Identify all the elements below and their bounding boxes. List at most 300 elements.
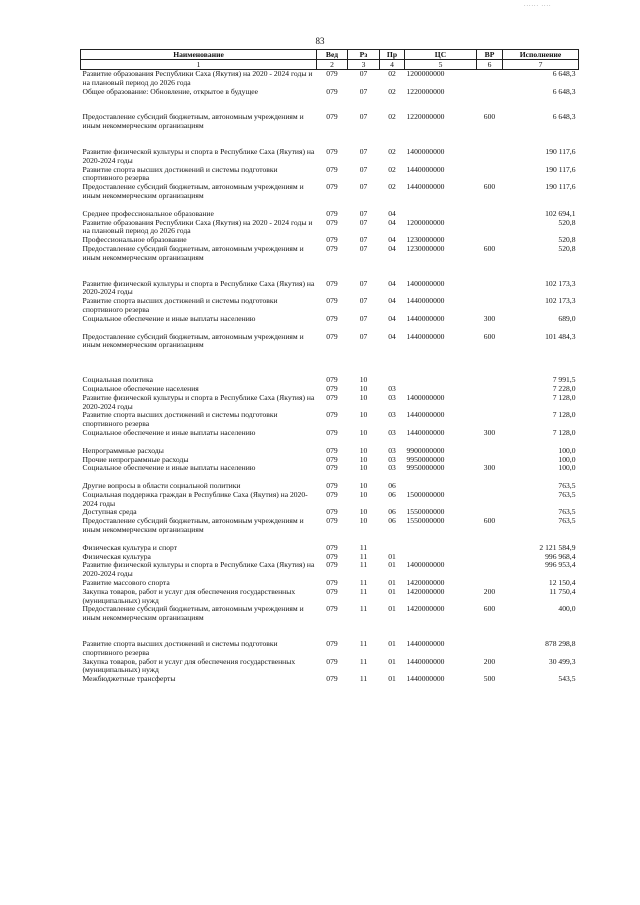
row-vr-cell — [477, 411, 503, 429]
row-ved-cell: 079 — [326, 640, 338, 649]
table-row — [81, 456, 579, 465]
row-ved-cell: 079 — [326, 579, 338, 588]
row-vr-cell: 300 — [483, 314, 496, 323]
table-row — [81, 561, 579, 579]
row-cs-cell: 9900000000 — [406, 446, 445, 455]
row-pr-cell: 03 — [388, 464, 396, 473]
row-cs-cell: 1420000000 — [406, 605, 445, 614]
row-pr-cell: 03 — [388, 428, 396, 437]
row-vr-cell: 600 — [483, 183, 496, 192]
row-ved-cell: 079 — [326, 147, 338, 156]
row-amount-cell: 520,8 — [558, 244, 576, 253]
spacer-row — [81, 131, 579, 148]
table-row — [81, 297, 579, 315]
row-rz-cell: 10 — [359, 376, 368, 385]
row-cs-cell — [405, 482, 477, 491]
row-pr-cell: 01 — [388, 605, 396, 614]
row-amount-cell: 6 648,3 — [552, 113, 576, 122]
row-amount-cell: 763,5 — [558, 517, 576, 526]
row-rz-cell: 07 — [359, 87, 368, 96]
row-name-cell: Социальное обеспечение и иные выплаты населению — [82, 464, 256, 473]
row-rz-cell: 10 — [359, 393, 368, 402]
spacer-row — [81, 623, 579, 640]
row-ved-cell: 079 — [326, 87, 338, 96]
row-amount-cell: 100,0 — [558, 446, 576, 455]
row-ved-cell: 079 — [326, 455, 338, 464]
row-name-cell: Физическая культура — [82, 552, 151, 561]
row-rz-cell: 07 — [359, 183, 368, 192]
row-ved-cell: 079 — [326, 297, 338, 306]
row-name-cell: Предоставление субсидий бюджетным, автономным учреждениям и иным некоммерческим организациям — [82, 244, 304, 262]
col-header-pr: Пр — [380, 50, 405, 60]
row-name-cell: Развитие физической культуры и спорта в Республике Саха (Якутия) на 2020-2024 годы — [82, 147, 315, 165]
row-pr-cell: 01 — [388, 552, 396, 561]
row-vr-cell — [477, 447, 503, 456]
row-vr-cell — [477, 456, 503, 465]
row-vr-cell — [477, 148, 503, 166]
spacer-cell — [81, 201, 579, 210]
table-row — [81, 113, 579, 131]
budget-sheet — [80, 49, 578, 684]
table-row — [81, 394, 579, 412]
row-cs-cell: 1550000000 — [406, 508, 445, 517]
row-pr-cell: 01 — [388, 657, 396, 666]
spacer-cell — [81, 535, 579, 544]
row-name-cell: Развитие образования Республики Саха (Якутия) на 2020 - 2024 годы и на плановый период до 2026 года — [82, 69, 313, 87]
row-name-cell: Предоставление субсидий бюджетным, автономным учреждениям и иным некоммерческим организациям — [82, 113, 304, 131]
row-ved-cell: 079 — [326, 244, 338, 253]
row-cs-cell — [405, 553, 477, 562]
row-name-cell: Предоставление субсидий бюджетным, автономным учреждениям и иным некоммерческим организациям — [82, 332, 304, 350]
row-vr-cell — [477, 297, 503, 315]
row-name-cell: Межбюджетные трансферты — [82, 675, 176, 684]
row-pr-cell: 04 — [388, 332, 396, 341]
row-vr-cell: 600 — [483, 517, 496, 526]
row-cs-cell: 1440000000 — [406, 640, 445, 649]
spacer-row — [81, 438, 579, 447]
row-pr-cell: 04 — [388, 297, 396, 306]
row-name-cell: Непрограммные расходы — [82, 446, 164, 455]
row-name-cell: Общее образование: Обновление, открытое в будущее — [82, 87, 259, 96]
col-number: 6 — [477, 60, 503, 70]
row-vr-cell — [477, 394, 503, 412]
row-ved-cell: 079 — [326, 183, 338, 192]
row-rz-cell: 10 — [359, 411, 368, 420]
row-rz-cell: 07 — [359, 218, 368, 227]
row-amount-cell: 6 648,3 — [552, 69, 576, 78]
row-amount-cell: 7 228,0 — [552, 384, 576, 393]
spacer-cell — [81, 263, 579, 280]
row-ved-cell: 079 — [326, 209, 338, 218]
row-cs-cell — [405, 385, 477, 394]
row-cs-cell: 1440000000 — [406, 428, 445, 437]
row-amount-cell: 689,0 — [558, 314, 576, 323]
row-ved-cell: 079 — [326, 332, 338, 341]
row-vr-cell — [477, 561, 503, 579]
spacer-cell — [81, 623, 579, 640]
spacer-cell — [81, 324, 579, 333]
row-ved-cell: 079 — [326, 165, 338, 174]
row-cs-cell: 1200000000 — [406, 69, 445, 78]
col-header-vr: ВР — [477, 50, 503, 60]
spacer-cell — [81, 473, 579, 482]
col-number: 5 — [405, 60, 477, 70]
col-number: 1 — [81, 60, 317, 70]
row-cs-cell: 1550000000 — [406, 517, 445, 526]
table-row — [81, 658, 579, 676]
row-name-cell: Социальная поддержка граждан в Республике Саха (Якутия) на 2020-2024 годы — [82, 490, 308, 508]
row-pr-cell: 06 — [388, 482, 396, 491]
row-pr-cell — [380, 376, 405, 385]
row-amount-cell: 520,8 — [558, 236, 576, 245]
row-ved-cell: 079 — [326, 314, 338, 323]
row-rz-cell: 10 — [359, 455, 368, 464]
col-header-name: Наименование — [81, 50, 317, 60]
table-row — [81, 605, 579, 623]
row-amount-cell: 996 968,4 — [545, 552, 576, 561]
row-rz-cell: 10 — [359, 446, 368, 455]
row-ved-cell: 079 — [326, 490, 338, 499]
row-pr-cell: 04 — [388, 244, 396, 253]
spacer-cell — [81, 350, 579, 376]
row-ved-cell: 079 — [326, 69, 338, 78]
table-row — [81, 675, 579, 684]
row-pr-cell: 02 — [388, 87, 396, 96]
table-row — [81, 579, 579, 588]
table-row — [81, 517, 579, 535]
row-amount-cell: 190 117,6 — [545, 147, 576, 156]
row-rz-cell: 11 — [359, 561, 368, 570]
row-name-cell: Социальное обеспечение и иные выплаты населению — [82, 314, 256, 323]
row-name-cell: Физическая культура и спорт — [82, 543, 178, 552]
row-vr-cell — [477, 491, 503, 509]
row-rz-cell: 10 — [359, 464, 368, 473]
table-row — [81, 333, 579, 351]
row-amount-cell: 763,5 — [558, 490, 576, 499]
row-rz-cell: 11 — [359, 587, 368, 596]
table-row — [81, 210, 579, 219]
row-name-cell: Предоставление субсидий бюджетным, автономным учреждениям и иным некоммерческим организациям — [82, 183, 304, 200]
row-cs-cell: 1500000000 — [406, 490, 445, 499]
table-row — [81, 640, 579, 658]
row-rz-cell: 07 — [359, 236, 368, 245]
row-name-cell: Развитие спорта высших достижений и системы подготовки спортивного резерва — [82, 165, 278, 183]
row-ved-cell: 079 — [326, 482, 338, 491]
row-name-cell: Развитие физической культуры и спорта в Республике Саха (Якутия) на 2020-2024 годы — [82, 393, 315, 411]
row-ved-cell: 079 — [326, 113, 338, 122]
row-vr-cell — [477, 385, 503, 394]
row-cs-cell: 1440000000 — [406, 314, 445, 323]
row-name-cell: Другие вопросы в области социальной политики — [82, 482, 241, 491]
row-vr-cell: 500 — [483, 675, 496, 684]
row-ved-cell: 079 — [326, 657, 338, 666]
row-cs-cell: 1420000000 — [406, 579, 445, 588]
spacer-row — [81, 535, 579, 544]
row-amount-cell: 6 648,3 — [552, 87, 576, 96]
header-number-row — [81, 60, 579, 70]
row-name-cell: Профессиональное образование — [82, 236, 187, 245]
row-vr-cell: 200 — [483, 587, 496, 596]
row-ved-cell: 079 — [326, 279, 338, 288]
table-row — [81, 385, 579, 394]
row-amount-cell: 100,0 — [558, 464, 576, 473]
row-name-cell: Развитие массового спорта — [82, 579, 170, 588]
row-name-cell: Развитие спорта высших достижений и системы подготовки спортивного резерва — [82, 411, 278, 429]
row-name-cell: Предоставление субсидий бюджетным, автономным учреждениям и иным некоммерческим организациям — [82, 517, 304, 535]
table-row — [81, 236, 579, 245]
row-name-cell: Среднее профессиональное образование — [82, 209, 214, 218]
row-vr-cell — [477, 88, 503, 97]
row-rz-cell: 11 — [359, 543, 368, 552]
row-rz-cell: 10 — [359, 384, 368, 393]
row-rz-cell: 11 — [359, 675, 368, 684]
row-pr-cell: 01 — [388, 561, 396, 570]
row-amount-cell: 7 128,0 — [552, 393, 576, 402]
row-ved-cell: 079 — [326, 464, 338, 473]
row-vr-cell: 600 — [483, 113, 496, 122]
row-cs-cell: 1230000000 — [406, 236, 445, 245]
row-pr-cell: 01 — [388, 675, 396, 684]
row-ved-cell: 079 — [326, 508, 338, 517]
table-row — [81, 491, 579, 509]
spacer-row — [81, 473, 579, 482]
row-pr-cell: 06 — [388, 508, 396, 517]
row-name-cell: Социальная политика — [82, 376, 153, 385]
row-amount-cell: 11 750,4 — [549, 587, 576, 596]
row-cs-cell: 9950000000 — [406, 464, 445, 473]
row-rz-cell: 07 — [359, 244, 368, 253]
row-pr-cell: 02 — [388, 147, 396, 156]
row-cs-cell: 1220000000 — [406, 87, 445, 96]
row-cs-cell: 1440000000 — [406, 675, 445, 684]
row-vr-cell: 200 — [483, 657, 496, 666]
row-rz-cell: 10 — [359, 428, 368, 437]
row-cs-cell: 1230000000 — [406, 244, 445, 253]
row-ved-cell: 079 — [326, 376, 338, 385]
col-number: 7 — [503, 60, 579, 70]
row-rz-cell: 07 — [359, 165, 368, 174]
row-pr-cell: 02 — [388, 183, 396, 192]
row-amount-cell: 400,0 — [558, 605, 576, 614]
row-name-cell: Развитие физической культуры и спорта в Республике Саха (Якутия) на 2020-2024 годы — [82, 561, 315, 579]
row-vr-cell: 300 — [483, 464, 496, 473]
table-row — [81, 447, 579, 456]
row-pr-cell: 03 — [388, 411, 396, 420]
row-ved-cell: 079 — [326, 543, 338, 552]
row-cs-cell: 1400000000 — [406, 147, 445, 156]
table-header — [81, 50, 579, 70]
row-pr-cell: 02 — [388, 113, 396, 122]
row-amount-cell: 12 150,4 — [548, 579, 576, 588]
table-row — [81, 219, 579, 237]
row-name-cell: Социальное обеспечение населения — [82, 384, 199, 393]
row-vr-cell: 600 — [483, 244, 496, 253]
row-name-cell: Социальное обеспечение и иные выплаты населению — [82, 428, 256, 437]
row-name-cell: Развитие физической культуры и спорта в Республике Саха (Якутия) на 2020-2024 годы — [82, 279, 315, 297]
row-amount-cell: 101 484,3 — [545, 332, 576, 341]
row-vr-cell — [477, 280, 503, 298]
row-cs-cell: 1220000000 — [406, 113, 445, 122]
row-cs-cell: 9950000000 — [406, 455, 445, 464]
row-cs-cell: 1420000000 — [406, 587, 445, 596]
row-rz-cell: 10 — [359, 517, 368, 526]
row-pr-cell: 04 — [388, 314, 396, 323]
row-rz-cell: 11 — [359, 579, 368, 588]
table-row — [81, 588, 579, 606]
row-ved-cell: 079 — [326, 218, 338, 227]
row-rz-cell: 07 — [359, 332, 368, 341]
col-header-rz: Рз — [348, 50, 380, 60]
row-amount-cell: 878 298,8 — [545, 640, 576, 649]
row-pr-cell: 03 — [388, 393, 396, 402]
table-row — [81, 70, 579, 88]
row-pr-cell: 02 — [388, 165, 396, 174]
table-row — [81, 183, 579, 201]
row-ved-cell: 079 — [326, 384, 338, 393]
row-rz-cell: 07 — [359, 314, 368, 323]
table-row — [81, 245, 579, 263]
col-number: 3 — [348, 60, 380, 70]
col-header-execution: Исполнение — [503, 50, 579, 60]
col-number: 2 — [317, 60, 348, 70]
row-cs-cell: 1440000000 — [406, 297, 445, 306]
row-cs-cell: 1440000000 — [406, 183, 445, 192]
spacer-row — [81, 324, 579, 333]
row-rz-cell: 07 — [359, 147, 368, 156]
row-amount-cell: 30 499,3 — [548, 657, 576, 666]
row-vr-cell: 600 — [483, 332, 496, 341]
table-body — [81, 70, 579, 685]
row-vr-cell — [477, 219, 503, 237]
col-number: 4 — [380, 60, 405, 70]
row-amount-cell: 2 121 584,9 — [539, 543, 576, 552]
row-pr-cell: 04 — [388, 218, 396, 227]
row-cs-cell — [405, 544, 477, 553]
row-pr-cell: 03 — [388, 384, 396, 393]
header-row — [81, 50, 579, 60]
row-amount-cell: 102 694,1 — [545, 209, 576, 218]
scan-mark: ...... .... — [524, 2, 552, 8]
row-pr-cell: 03 — [388, 455, 396, 464]
row-amount-cell: 100,0 — [558, 455, 576, 464]
row-rz-cell: 10 — [359, 482, 368, 491]
row-vr-cell — [477, 544, 503, 553]
row-amount-cell: 763,5 — [558, 482, 576, 491]
row-rz-cell: 11 — [359, 552, 368, 561]
row-name-cell: Развитие спорта высших достижений и системы подготовки спортивного резерва — [82, 640, 278, 657]
row-vr-cell — [477, 376, 503, 385]
row-rz-cell: 07 — [359, 209, 368, 218]
row-rz-cell: 07 — [359, 113, 368, 122]
row-vr-cell — [477, 166, 503, 184]
row-cs-cell: 1200000000 — [406, 218, 445, 227]
row-pr-cell — [380, 544, 405, 553]
row-amount-cell: 520,8 — [558, 218, 576, 227]
spacer-cell — [81, 131, 579, 148]
row-rz-cell: 07 — [359, 69, 368, 78]
row-vr-cell — [477, 210, 503, 219]
row-pr-cell: 01 — [388, 587, 396, 596]
spacer-row — [81, 350, 579, 376]
row-amount-cell: 7 128,0 — [552, 428, 576, 437]
col-header-cs: ЦС — [405, 50, 477, 60]
row-vr-cell: 300 — [483, 428, 496, 437]
table-row — [81, 376, 579, 385]
budget-table — [80, 49, 579, 684]
spacer-cell — [81, 438, 579, 447]
row-ved-cell: 079 — [326, 428, 338, 437]
row-rz-cell: 07 — [359, 279, 368, 288]
row-name-cell: Развитие образования Республики Саха (Якутия) на 2020 - 2024 годы и на плановый период до 2026 года — [82, 218, 313, 236]
row-amount-cell: 7 991,5 — [552, 376, 576, 385]
row-pr-cell: 06 — [388, 490, 396, 499]
row-amount-cell: 7 128,0 — [552, 411, 576, 420]
row-cs-cell: 1440000000 — [406, 657, 445, 666]
table-row — [81, 411, 579, 429]
row-name-cell: Прочие непрограммные расходы — [82, 455, 189, 464]
spacer-cell — [81, 96, 579, 113]
row-rz-cell: 10 — [359, 490, 368, 499]
row-pr-cell: 04 — [388, 236, 396, 245]
row-amount-cell: 102 173,3 — [545, 279, 576, 288]
row-name-cell: Предоставление субсидий бюджетным, автономным учреждениям и иным некоммерческим организациям — [82, 605, 304, 623]
row-amount-cell: 190 117,6 — [545, 183, 576, 192]
col-header-ved: Вед — [317, 50, 348, 60]
table-row — [81, 88, 579, 97]
row-ved-cell: 079 — [326, 561, 338, 570]
row-name-cell: Доступная среда — [82, 508, 137, 517]
spacer-row — [81, 263, 579, 280]
page-number: 83 — [315, 36, 325, 46]
table-row — [81, 482, 579, 491]
row-vr-cell — [477, 508, 503, 517]
row-cs-cell: 1440000000 — [406, 165, 445, 174]
row-ved-cell: 079 — [326, 605, 338, 614]
row-cs-cell — [405, 210, 477, 219]
row-ved-cell: 079 — [326, 411, 338, 420]
table-row — [81, 464, 579, 473]
row-vr-cell — [477, 236, 503, 245]
row-name-cell: Развитие спорта высших достижений и системы подготовки спортивного резерва — [82, 297, 278, 314]
row-rz-cell: 07 — [359, 297, 368, 306]
spacer-row — [81, 96, 579, 113]
table-row — [81, 508, 579, 517]
table-row — [81, 429, 579, 438]
table-row — [81, 166, 579, 184]
row-amount-cell: 190 117,6 — [545, 165, 576, 174]
row-vr-cell — [477, 70, 503, 88]
row-vr-cell — [477, 640, 503, 658]
table-row — [81, 544, 579, 553]
row-amount-cell: 102 173,3 — [545, 297, 576, 306]
row-name-cell: Закупка товаров, работ и услуг для обеспечения государственных (муниципальных) нужд — [82, 587, 296, 605]
row-cs-cell: 1400000000 — [406, 393, 445, 402]
row-cs-cell: 1440000000 — [406, 411, 445, 420]
row-vr-cell — [477, 579, 503, 588]
row-pr-cell: 03 — [388, 446, 396, 455]
row-pr-cell: 01 — [388, 579, 396, 588]
row-ved-cell: 079 — [326, 236, 338, 245]
row-rz-cell: 11 — [359, 605, 368, 614]
row-vr-cell: 600 — [483, 605, 496, 614]
row-amount-cell: 996 953,4 — [545, 561, 576, 570]
row-rz-cell: 11 — [359, 657, 368, 666]
row-amount-cell: 543,5 — [558, 675, 576, 684]
row-rz-cell: 10 — [359, 508, 368, 517]
row-vr-cell — [477, 553, 503, 562]
table-row — [81, 280, 579, 298]
row-rz-cell: 11 — [359, 640, 368, 649]
